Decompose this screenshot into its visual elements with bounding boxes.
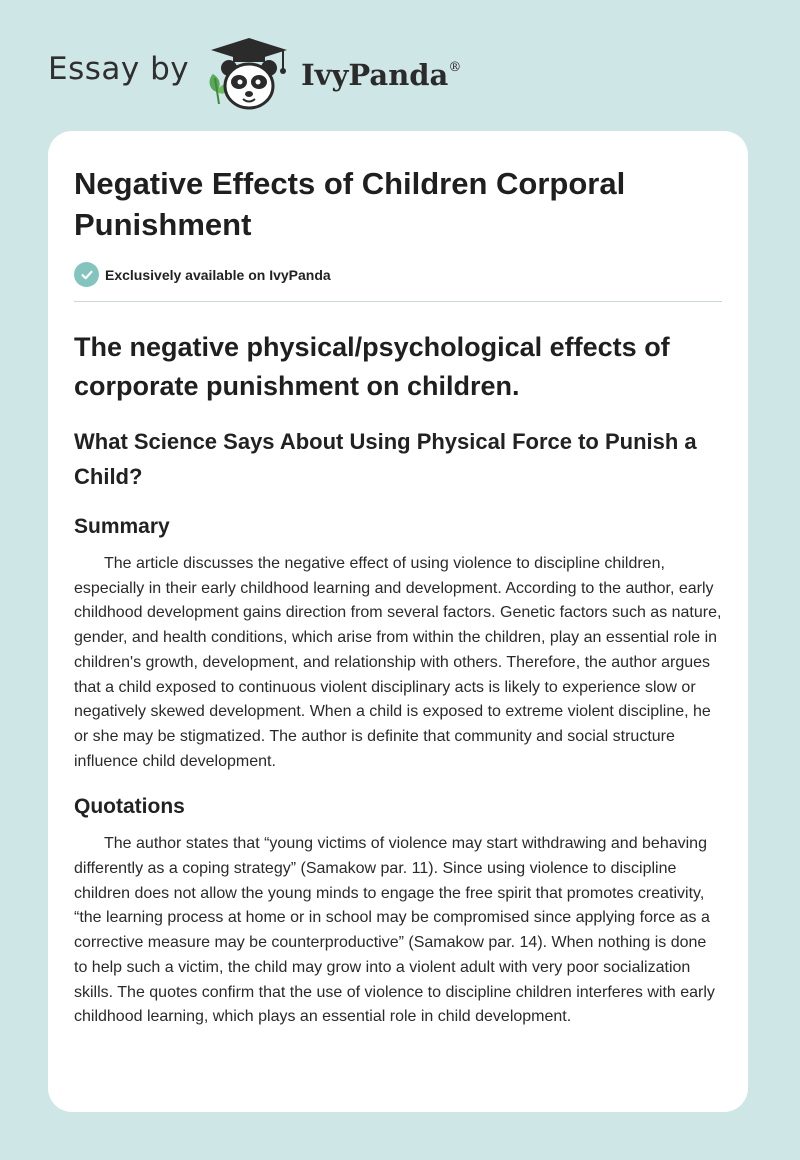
essay-card <box>48 131 748 1112</box>
section-heading-summary: Summary <box>74 515 170 538</box>
essay-by-label: Essay by <box>48 51 190 87</box>
sub-heading: What Science Says About Using Physical Force to Punish a Child? <box>74 429 697 489</box>
section-heading-quotations: Quotations <box>74 795 185 819</box>
section-paragraph-summary: The article discusses the negative effect of using violence to discipline children, especially in their early childhood learning and development. According to the author, early childhood development gains direction from several factors. Genetic factors such as nature, gender, and health conditions, which arise from within the children, play an essential role in children's growth, development, and relationship with others. Therefore, the author argues that a child exposed to continuous violent disciplinary acts is likely to experience slow or negatively skewed development. When a child is exposed to extreme violent discipline, he or she may be stigmatized. The author is definite that community and social structure influence child development. <box>74 555 722 770</box>
check-icon <box>74 262 99 287</box>
panda-graduate-logo-icon <box>203 34 295 116</box>
main-heading: The negative physical/psychological effects of corporate punishment on children. <box>74 332 670 401</box>
section-paragraph-quotations: The author states that “young victims of violence may start withdrawing and behaving differently as a coping strategy” (Samakow par. 11). Since using violence to discipline children does not allow the young minds to engage the free spirit that promotes creativity, “the learning process at home or in school may be compromised since applying force as a corrective measure may be counterproductive” (Samakow par. 14). When nothing is done to help such a victim, the child may grow into a violent adult with very poor socialization skills. The quotes confirm that the use of violence to discipline children interferes with early childhood learning, which plays an essential role in child development. <box>74 835 715 1026</box>
brand-name: IvyPanda® <box>301 58 462 92</box>
exclusive-badge <box>74 262 722 302</box>
essay-title: Negative Effects of Children Corporal Punishment <box>74 166 626 242</box>
site-header <box>48 30 461 120</box>
badge-label: Exclusively available on IvyPanda <box>105 266 331 283</box>
